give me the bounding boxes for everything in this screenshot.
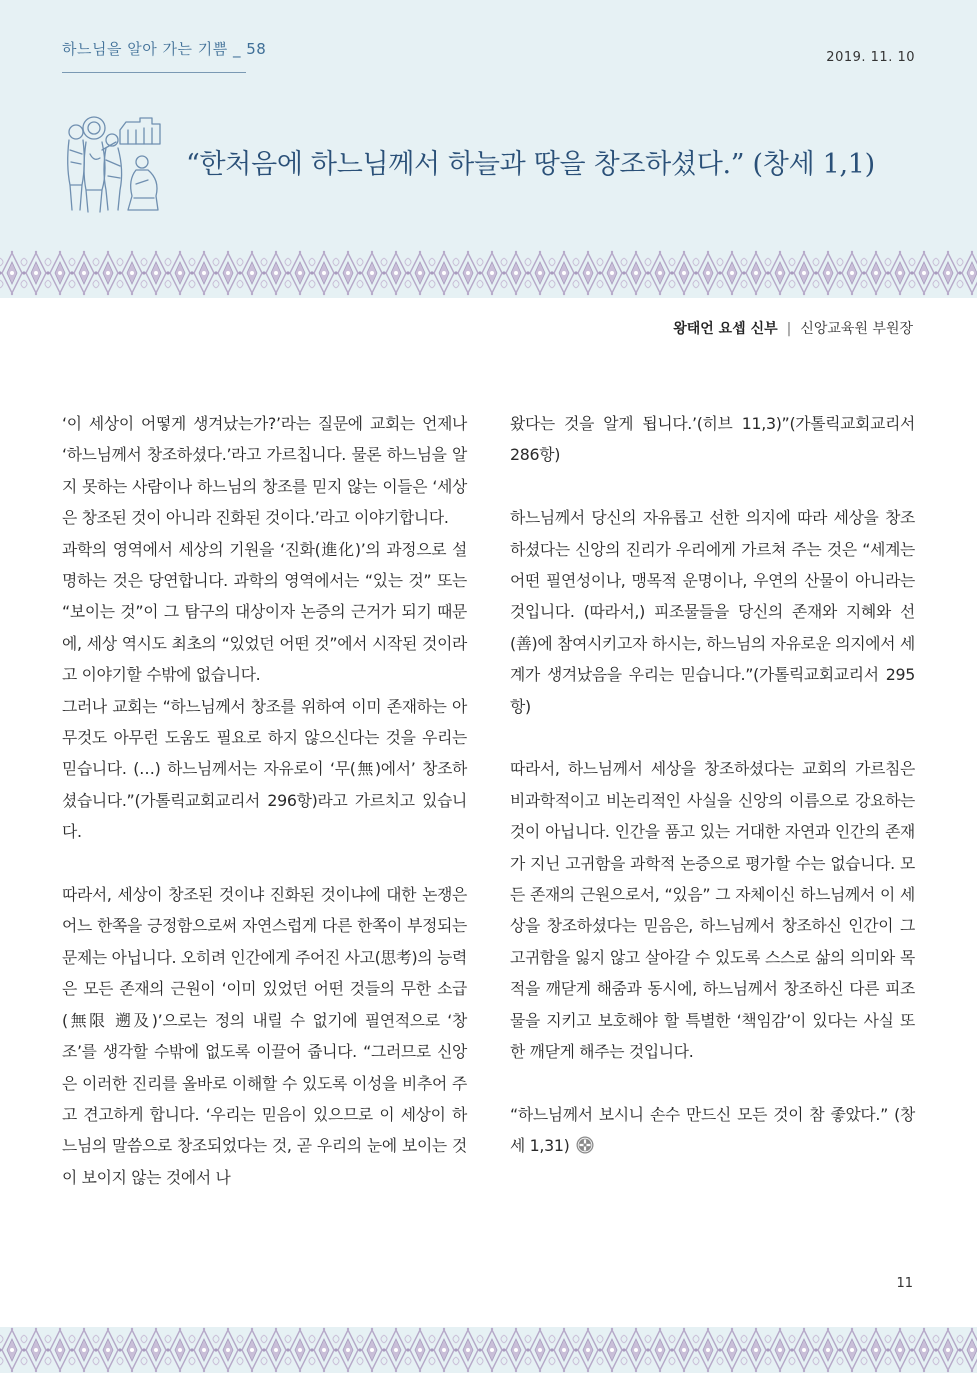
article-column-right xyxy=(510,408,915,1162)
byline xyxy=(673,318,913,338)
paragraph-gap xyxy=(510,722,915,753)
closing-quote-paragraph xyxy=(510,1099,915,1162)
paragraph: 따라서, 세상이 창조된 것이냐 진화된 것이냐에 대한 논쟁은 어느 한쪽을 긍정함으로써 자연스럽게 다른 한쪽이 부정되는 문제는 아닙니다. 오히려 인간에게 주어진 사고(思考)의 능력은 모든 존재의 근원이 ‘이미 있었던 어떤 것들의 무한 소급(無限 遡及)’으로는 정의 내릴 수 없기에 필연적으로 ‘창조’를 생각할 수밖에 없도록 이끌어 줍니다. “그러므로 신앙은 이러한 진리를 올바로 이해할 수 있도록 이성을 비추어 주고 견고하게 합니다. ‘우리는 믿음이 있으므로 이 세상이 하느님의 말씀으로 창조되었다는 것, 곧 우리의 눈에 보이는 것이 보이지 않는 것에서 나 xyxy=(62,885,467,1187)
ornamental-border-top xyxy=(0,250,977,296)
page-number: 11 xyxy=(896,1276,913,1291)
paragraph: 과학의 영역에서 세상의 기원을 ‘진화(進化)’의 과정으로 설명하는 것은 당연합니다. 과학의 영역에서는 “있는 것” 또는 “보이는 것”이 그 탐구의 대상이자 논증의 근거가 되기 때문에, 세상 역시도 최초의 “있었던 어떤 것”에서 시작된 것이라고 이야기할 수밖에 없습니다. xyxy=(62,539,467,685)
ornamental-border-bottom xyxy=(0,1327,977,1373)
article-column-left xyxy=(62,408,467,1193)
paragraph: 하느님께서 당신의 자유롭고 선한 의지에 따라 세상을 창조하셨다는 신앙의 진리가 우리에게 가르쳐 주는 것은 “세계는 어떤 필연성이나, 맹목적 운명이나, 우연의 산물이 아니라는 것입니다. (따라서,) 피조물들을 당신의 존재와 지혜와 선(善)에 참여시키고자 하시는, 하느님의 자유로운 의지에서 세계가 생겨났음을 우리는 믿습니다.”(가톨릭교회교리서 295항) xyxy=(510,508,915,716)
series-title-divider xyxy=(62,72,246,73)
paragraph: 따라서, 하느님께서 세상을 창조하셨다는 교회의 가르침은 비과학적이고 비논리적인 사실을 신앙의 이름으로 강요하는 것이 아닙니다. 인간을 품고 있는 거대한 자연과 인간의 존재가 지닌 고귀함을 과학적 논증으로 평가할 수는 없습니다. 모든 존재의 근원으로서, “있음” 그 자체이신 하느님께서 이 세상을 창조하셨다는 믿음은, 하느님께서 창조하신 인간이 그 고귀함을 잃지 않고 살아갈 수 있도록 스스로 삶의 의미와 목적을 깨닫게 해줌과 동시에, 하느님께서 창조하신 다른 피조물을 지키고 보호해야 할 특별한 ‘책임감’이 있다는 사실 또한 깨닫게 해주는 것입니다. xyxy=(510,759,915,1062)
paragraph: 왔다는 것을 알게 됩니다.’(히브 11,3)”(가톨릭교회교리서 286항) xyxy=(510,414,915,465)
series-title: 하느님을 알아 가는 기쁨 _ 58 xyxy=(62,40,267,58)
paragraph-gap xyxy=(62,848,467,879)
paragraph-gap xyxy=(510,1068,915,1099)
author-name: 왕태언 요셉 신부 xyxy=(673,321,778,337)
headline-quote: “한처음에 하느님께서 하늘과 땅을 창조하셨다.” (창세 1,1) xyxy=(186,149,875,180)
paragraph: 그러나 교회는 “하느님께서 창조를 위하여 이미 존재하는 아무것도 아무런 도움도 필요로 하지 않으신다는 것을 우리는 믿습니다. (…) 하느님께서는 자유로이 ‘무(無)에서’ 창조하셨습니다.”(가톨릭교회교리서 296항)라고 가르치고 있습니다. xyxy=(62,696,467,842)
paragraph-gap xyxy=(510,471,915,502)
issue-date: 2019. 11. 10 xyxy=(826,50,915,65)
jesus-with-disciples-illustration xyxy=(62,110,162,216)
author-position: 신앙교육원 부원장 xyxy=(800,321,913,337)
end-mark-cross-icon xyxy=(576,1136,594,1154)
closing-quote: “하느님께서 보시니 손수 만드신 모든 것이 참 좋았다.” (창세 1,31) xyxy=(510,1104,915,1156)
paragraph: ‘이 세상이 어떻게 생겨났는가?’라는 질문에 교회는 언제나 ‘하느님께서 창조하셨다.’라고 가르칩니다. 물론 하느님을 알지 못하는 사람이나 하느님의 창조를 믿지 않는 이들은 ‘세상은 창조된 것이 아니라 진화된 것이다.’라고 이야기합니다. xyxy=(62,414,467,528)
byline-separator: | xyxy=(786,321,792,337)
